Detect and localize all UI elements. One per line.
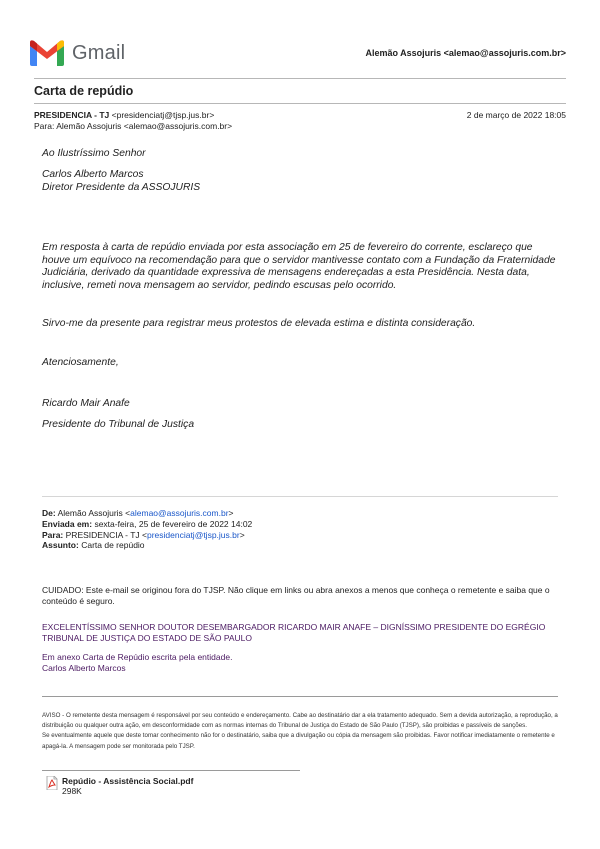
email-meta <box>34 110 232 131</box>
fwd-enviada-label: Enviada em: <box>42 518 93 529</box>
from-name: PRESIDENCIA - TJ <box>34 110 110 120</box>
caution-text: CUIDADO: Este e-mail se originou fora do TJSP. Não clique em links ou abra anexos a menos que conheça o remetente e saiba que o conteúdo é seguro. <box>42 585 550 607</box>
letter-closing: Atenciosamente, <box>42 357 119 368</box>
email-date: 2 de março de 2022 18:05 <box>466 110 566 120</box>
forwarded-header <box>42 508 252 551</box>
fwd-para-name: PRESIDENCIA - TJ < <box>65 529 147 540</box>
fwd-assunto-label: Assunto: <box>42 540 79 551</box>
fwd-de-label: De: <box>42 508 56 518</box>
annex-line: Em anexo Carta de Repúdio escrita pela entidade. <box>42 652 233 662</box>
subject-divider <box>34 103 566 104</box>
gmail-logo <box>30 40 125 66</box>
gmail-m-icon <box>30 40 64 66</box>
forward-divider <box>42 496 558 497</box>
fwd-assunto-value: Carta de repúdio <box>81 540 145 551</box>
fwd-de-line <box>42 508 252 519</box>
legal-notice <box>42 711 562 752</box>
to-line: Para: Alemão Assojuris <alemao@assojuris.com.br> <box>34 120 233 131</box>
fwd-assunto-line <box>42 540 252 551</box>
recipient-title: Diretor Presidente da ASSOJURIS <box>42 182 201 193</box>
address-line: EXCELENTÍSSIMO SENHOR DOUTOR DESEMBARGADOR RICARDO MAIR ANAFE – DIGNÍSSIMO PRESIDENTE DO EGRÉGIO TRIBUNAL DE JUSTIÇA DO ESTADO DE SÃO PAULO <box>42 622 546 643</box>
gmail-logo-text: Gmail <box>72 41 126 64</box>
fwd-de-name: Alemão Assojuris < <box>57 508 131 518</box>
fwd-para-label: Para: <box>42 529 64 540</box>
email-subject: Carta de repúdio <box>34 84 134 98</box>
notice-divider <box>42 696 558 697</box>
fwd-de-email-link[interactable]: alemao@assojuris.com.br <box>130 508 229 518</box>
from-address[interactable]: <presidenciatj@tjsp.jus.br> <box>111 110 215 120</box>
fwd-enviada-line <box>42 519 252 530</box>
notice-line-2: Se eventualmente aquele que deste tomar conhecimento não for o destinatário, saiba que a divulgação ou cópia da mensagem são proibidas. Favor notificar imediatamente o remetente e apagá-la. A mensagem pode ser monitorada pelo TJSP. <box>42 732 555 750</box>
letter-paragraph-2: Sirvo-me da presente para registrar meus protestos de elevada estima e distinta consideração. <box>42 318 476 329</box>
header-divider <box>34 78 566 79</box>
letter-paragraph-1: Em resposta à carta de repúdio enviada por esta associação em 25 de fevereiro do corrente, esclareço que houve um equívoco na recomendação para que o servidor mantivesse contato com a Fundação da Fraternidade Judiciária, derivado da quantidade expressiva de mensagens endereçadas a esta Presidência. Nesta data, inclusive, remeti nova mensagem ao servidor, pedindo escusas pelo ocorrido. <box>42 242 556 291</box>
fwd-para-email-link[interactable]: presidenciatj@tjsp.jus.br <box>146 529 240 540</box>
attachment-divider <box>42 770 300 771</box>
attachment-name[interactable]: Repúdio - Assistência Social.pdf <box>62 776 194 786</box>
fwd-enviada-value: sexta-feira, 25 de fevereiro de 2022 14:02 <box>94 518 253 529</box>
fwd-para-line <box>42 530 252 541</box>
fwd-de-close: > <box>228 508 234 518</box>
pdf-icon <box>46 776 58 790</box>
attachment-size: 298K <box>62 786 82 796</box>
attachment[interactable] <box>46 776 193 796</box>
account-label: Alemão Assojuris <alemao@assojuris.com.br> <box>365 48 566 58</box>
signer-name: Ricardo Mair Anafe <box>42 398 130 409</box>
recipient-name: Carlos Alberto Marcos <box>42 169 144 180</box>
from-line <box>34 110 232 121</box>
attachment-info <box>62 776 193 796</box>
signer-title: Presidente do Tribunal de Justiça <box>42 419 195 430</box>
fwd-para-close: > <box>239 529 245 540</box>
notice-line-1: AVISO - O remetente desta mensagem é responsável por seu conteúdo e endereçamento. Cabe ao destinatário dar a ela tratamento adequado. Sem a devida autorização, a reprodução, a distribuição ou qualquer outra ação, em desconformidade com as normas internas do Tribunal de Justiça do Estado de São Paulo (TJSP), são proibidas e passíveis de sanções. <box>42 712 558 730</box>
annex-signer: Carlos Alberto Marcos <box>42 663 126 673</box>
letter-salutation: Ao Ilustríssimo Senhor <box>42 148 146 159</box>
